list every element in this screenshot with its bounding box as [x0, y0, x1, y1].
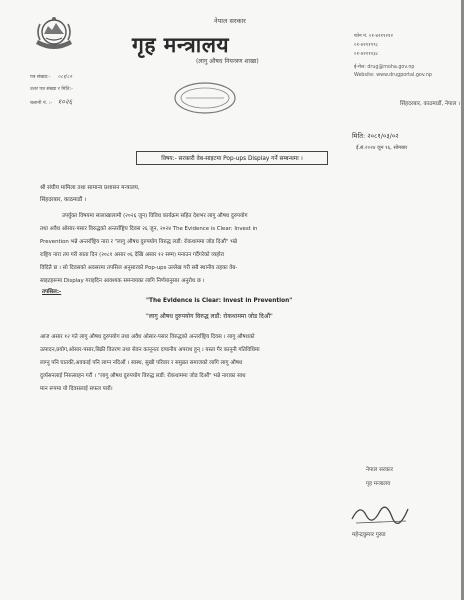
chalani-value: १०२६: [57, 98, 73, 106]
body-para1-line: Prevention भन्ने अन्तर्राष्ट्रिय नारा र "लागु औषध दुरुपयोग विरुद्ध लडौं: रोकथाममा जोड दिऔं" भन्ने: [40, 239, 237, 245]
date-english: ई.सं.२०२४ जुन १६, सोमबार: [356, 145, 408, 151]
office-address: सिंहदरबार, काठमाडौं, नेपाल ।: [400, 101, 461, 107]
contact-website: Website: www.drugportal.gov.np: [354, 73, 432, 78]
signature-ministry: गृह मन्त्रालय: [366, 481, 391, 487]
patra-label: पत्र संख्या:-: [30, 75, 51, 80]
date-nepali: मिति: २०८१/०३/०२: [352, 132, 399, 140]
contact-phone-1: फोन नं. ०१-४२११२१२: [354, 34, 394, 39]
ministry-title: गृह मन्त्रालय: [132, 33, 230, 57]
body-para1-line: साइटहरूमा Display गराइदिन आवश्यक समन्वयका लागि निर्णयानुसार अनुरोध छ ।: [40, 278, 205, 284]
prev-reference: उत्तर पत्र संख्या र मिति:-: [30, 87, 73, 92]
contact-email: ई-मेल: drug@moha.gov.np: [354, 65, 415, 70]
government-label: नेपाल सरकार: [214, 17, 246, 25]
contact-phone-3: ०१-४२१११३८: [354, 52, 379, 57]
contact-phone-2: ०१-४२११९९८: [354, 43, 379, 48]
addressee-line-2: सिंहदरबार, काठमाडौं ।: [40, 197, 87, 203]
patra-sankhya: [30, 74, 72, 80]
body-para1-line: विदितै छ । सो दिवसको अवसरमा तपसिल अनुसारको Pop-ups उल्लेख गरी सबै स्थानीय तहका वेब-: [40, 265, 238, 271]
patra-value: ०८१/८२: [57, 75, 72, 80]
body-para2-line: मान रूपमा यो दिवसलाई सफल पारौं।: [40, 386, 113, 392]
body-para1-line: उपर्युक्त विषयमा सालाखालामी (२०२६ जुन) विविध कार्यक्रम सहित देशभर लागु औषध दुरुपयोग: [62, 213, 248, 219]
department-label: (लागु औषध नियन्त्रण शाखा): [196, 58, 259, 65]
quote-nepali: "लागु औषध दुरुपयोग विरुद्ध लडौं: रोकथाममा जोड दिऔं": [146, 313, 273, 320]
body-para2-line: दुर्व्यसनलाई निरुत्साहन गरौं । "लागु औषध दुरुपयोग विरुद्ध लडौं: रोकथाममा जोड दिऔं" भन्ने नाराका साथ: [40, 373, 246, 379]
body-para2-line: आज असार १२ गते लागु औषध दुरुपयोग तथा अवैध ओसार-पसार विरुद्धको अन्तर्राष्ट्रिय दिवस । लागु औषधको: [40, 334, 255, 340]
chalani-label: चलानी नं. :-: [30, 101, 53, 106]
subject-line: विषय:- सरकारी वेब-साइटमा Pop-ups Display गर्ने सम्बन्धमा ।: [136, 151, 328, 165]
signature-gov: नेपाल सरकार: [366, 467, 393, 473]
chalani-number: [30, 98, 72, 107]
quote-english: "The Evidence is Clear: Invest in Prevention": [146, 298, 293, 304]
body-para1-line: तथा अवैध ओसार-पसार विरुद्धको अन्तर्राष्ट्रिय दिवस २६ जुन, २०२४ The Evidence is Clear: Invest in: [40, 226, 258, 232]
nepal-emblem-icon: [32, 14, 76, 56]
addressee-line-1: श्री संघीय मामिला तथा सामान्य प्रशासन मन्त्रालय,: [40, 185, 140, 191]
body-para2-line: उत्पादन,प्रयोग,ओसार-पसार,बिक्री वितरण तथा सेवन कानूनतः दण्डनीय अपराध हुन् । यस्ता गैर कानूनी गतिविधिमा: [40, 347, 260, 353]
body-para1-line: राष्ट्रिय नारा तय गरी साता दिन (२०८१ असार ०६ देखि असार १२ सम्म) मनाउन गर्दैगरेको व्यहोरा: [40, 252, 225, 258]
signatory-name: महेन्द्रकुमार गुरुङ: [352, 532, 386, 538]
received-stamp-icon: [172, 80, 238, 116]
tapasil-heading: तपसिल:-: [42, 289, 62, 295]
handwritten-signature-icon: [346, 497, 416, 527]
body-para2-line: लाग्नु पनि घातकी,अवकाई पनि लाग्न नदिऔं । स्वस्थ, सुखी परिवार र समुन्नत समाजको लागि लागु औषध: [40, 360, 243, 366]
